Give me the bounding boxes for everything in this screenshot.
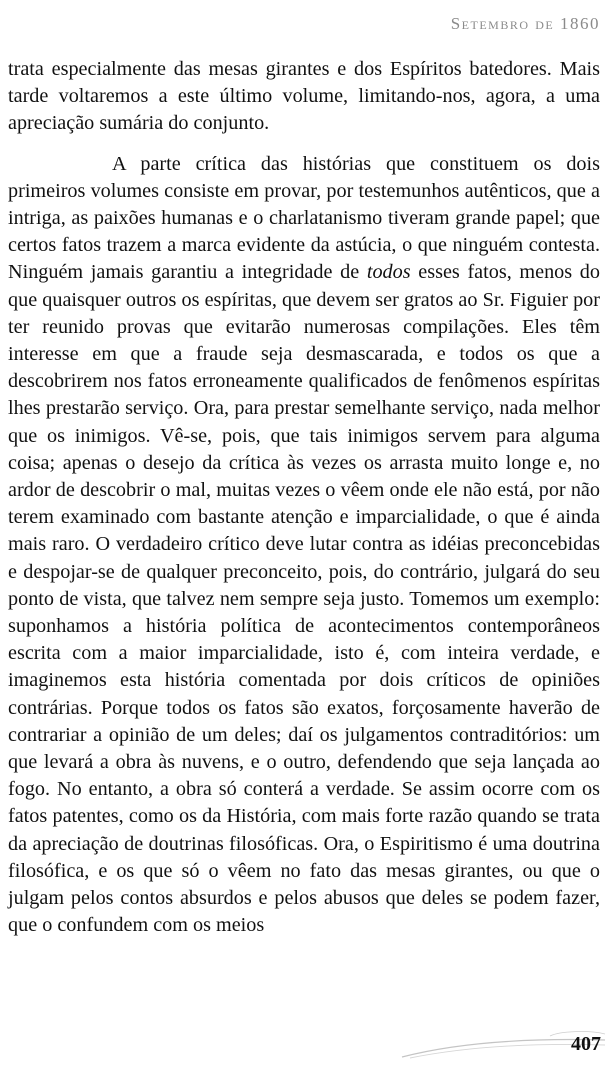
body-text — [8, 56, 600, 940]
paragraph-2-text-end: esses fatos, menos do que quaisquer outros os espíritas, que devem ser gratos ao Sr. Figuier por ter reunido provas que evitarão numerosas compilações. Eles têm interesse em que a fraude seja desmascarada, e todos os que a descobrirem nos fatos erroneamente qualificados de fenômenos espíritas lhes prestarão serviço. Ora, para prestar semelhante serviço, nada melhor que os inimigos. Vê-se, pois, que tais inimigos servem para alguma coisa; apenas o desejo da crítica às vezes os arrasta muito longe e, no ardor de descobrir o mal, muitas vezes o vêem onde ele não está, por não terem examinado com bastante atenção e imparcialidade, o que é ainda mais raro. O verdadeiro crítico deve lutar contra as idéias preconcebidas e despojar-se de qualquer preconceito, pois, do contrário, julgará do seu ponto de vista, que talvez nem sempre seja justo. Tomemos um exemplo: suponhamos a história política de acontecimentos contemporâneos escrita com a maior imparcialidade, isto é, com inteira verdade, e imaginemos esta história comentada por dois críticos de opiniões contrárias. Porque todos os fatos são exatos, forçosamente haverão de contrariar a opinião de um deles; daí os julgamentos contraditórios: um que levará a obra às nuvens, e o outro, defendendo que seja lançada ao fogo. No entanto, a obra só conterá a verdade. Se assim ocorre com os fatos patentes, como os da História, com mais forte razão quando se trata da apreciação de doutrinas filosóficas. Ora, o Espiritismo é uma doutrina filosófica, e os que só o vêem no fato das mesas girantes, ou que o julgam pelos contos absurdos e pelos abusos que deles se podem fazer, que o confundem com os meios — [8, 261, 600, 937]
paragraph-2 — [8, 151, 600, 940]
italic-emphasis: todos — [366, 261, 411, 284]
running-header: Setembro de 1860 — [450, 14, 600, 33]
paragraph-2-text-start: A parte crítica das histórias que constituem os dois primeiros volumes consiste em provar, por testemunhos autênticos, que a intriga, as paixões humanas e o charlatanismo tiveram grande papel; que certos fatos trazem a marca evidente da astúcia, o que ninguém contesta. Ninguém jamais garantiu a integridade de — [8, 152, 600, 284]
paragraph-1: trata especialmente das mesas girantes e dos Espíritos batedores. Mais tarde voltaremos a este último volume, limitando-nos, agora, a uma apreciação sumária do conjunto. — [8, 58, 600, 135]
page-number: 407 — [571, 1033, 601, 1055]
